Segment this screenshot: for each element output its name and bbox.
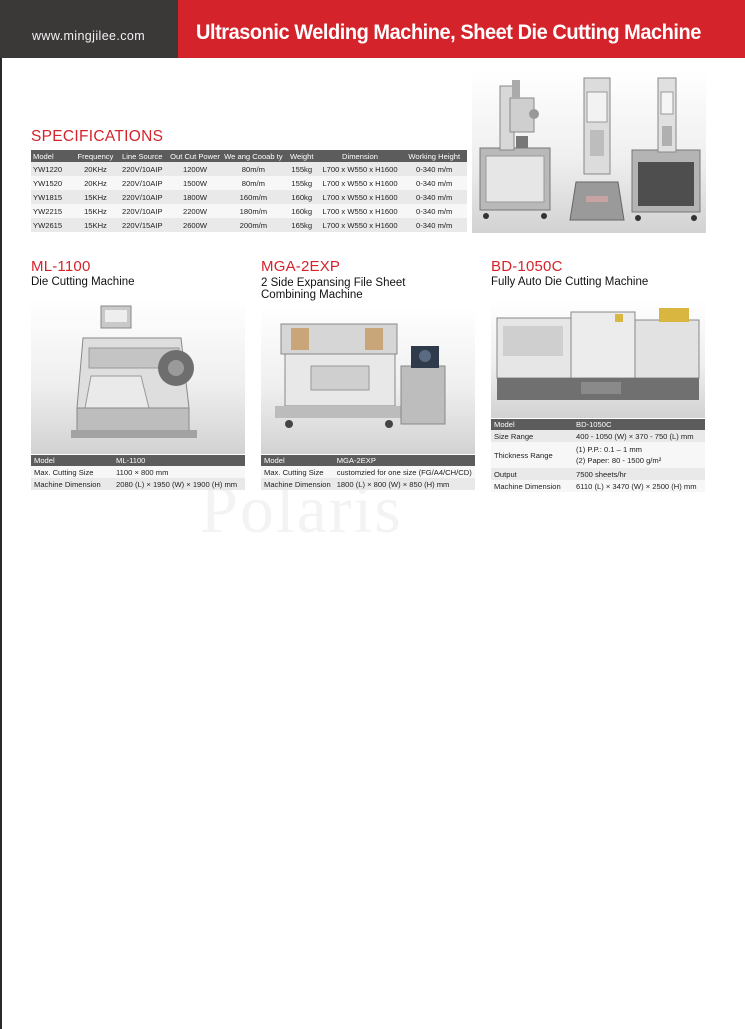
mga2exp-row-cutting-size xyxy=(261,466,475,478)
spec-cell: 160kg xyxy=(285,204,319,218)
spec-key: Machine Dimension xyxy=(31,478,113,490)
spec-cell: 0-340 m/m xyxy=(401,176,467,190)
spec-cell: 155kg xyxy=(285,176,319,190)
ml1100-row-dimension xyxy=(31,478,245,490)
spec-key: Machine Dimension xyxy=(491,480,573,492)
spec-cell: 180m/m xyxy=(222,204,285,218)
product-name-ml1100: Die Cutting Machine xyxy=(31,276,135,288)
fully-auto-die-cutting-machine-photo xyxy=(491,300,705,418)
spec-cell: YW2215 xyxy=(31,204,75,218)
spec-value: ML-1100 xyxy=(113,455,245,466)
ml1100-row-cutting-size xyxy=(31,466,245,478)
spec-cell: 80m/m xyxy=(222,176,285,190)
spec-cell: 165kg xyxy=(285,218,319,232)
spec-key: Model xyxy=(491,419,573,430)
spec-cell: 0-340 m/m xyxy=(401,190,467,204)
spec-cell: 15KHz xyxy=(75,190,117,204)
spec-value xyxy=(573,442,705,468)
spec-row xyxy=(31,162,467,176)
bd1050c-row-model xyxy=(491,419,705,430)
mga2exp-spec-table xyxy=(261,455,475,490)
die-cutting-machine-photo xyxy=(31,298,245,454)
spec-cell: 160m/m xyxy=(222,190,285,204)
spec-cell: YW1220 xyxy=(31,162,75,176)
spec-key: Machine Dimension xyxy=(261,478,334,490)
spec-value: 400 - 1050 (W) × 370 - 750 (L) mm xyxy=(573,430,705,442)
spec-row xyxy=(31,176,467,190)
ml1100-spec-table xyxy=(31,455,245,490)
spec-col-header: Frequency xyxy=(75,150,117,162)
spec-cell: 2600W xyxy=(168,218,222,232)
spec-cell: 2200W xyxy=(168,204,222,218)
spec-value: 1800 (L) × 800 (W) × 850 (H) mm xyxy=(334,478,475,490)
header-brand-bar xyxy=(0,0,178,58)
spec-col-header: We ang Cooab ty xyxy=(222,150,285,162)
bd1050c-spec-table xyxy=(491,419,705,492)
spec-cell: 15KHz xyxy=(75,204,117,218)
spec-value: customzied for one size (FG/A4/CH/CD) xyxy=(334,466,475,478)
spec-cell: 0-340 m/m xyxy=(401,218,467,232)
spec-row xyxy=(31,190,467,204)
spec-header-row xyxy=(31,150,467,162)
welding-machines-illustration xyxy=(472,70,706,233)
spec-key: Max. Cutting Size xyxy=(261,466,334,478)
spec-key: Thickness Range xyxy=(491,442,573,468)
thickness-pp-value: (1) P.P.: 0.1 – 1 mm xyxy=(576,445,642,454)
spec-cell: 220V/10AIP xyxy=(116,204,168,218)
spec-cell: 220V/10AIP xyxy=(116,190,168,204)
website-url[interactable]: www.mingjilee.com xyxy=(32,29,146,43)
spec-col-header: Out Cut Power xyxy=(170,151,220,161)
spec-cell: 220V/10AIP xyxy=(116,162,168,176)
spec-key: Model xyxy=(31,455,113,466)
spec-col-header: Dimension xyxy=(319,150,402,162)
spec-cell: 0-340 m/m xyxy=(401,204,467,218)
product-model-ml1100: ML-1100 xyxy=(31,258,91,275)
spec-cell: YW1815 xyxy=(31,190,75,204)
mga2exp-row-dimension xyxy=(261,478,475,490)
spec-key: Model xyxy=(261,455,334,466)
die-cutting-machine-illustration xyxy=(31,298,245,454)
spec-value: 6110 (L) × 3470 (W) × 2500 (H) mm xyxy=(573,480,705,492)
product-name-bd1050c: Fully Auto Die Cutting Machine xyxy=(491,276,649,288)
ultrasonic-welding-machines-photo xyxy=(472,70,706,233)
bd1050c-row-dimension xyxy=(491,480,705,492)
spec-cell: L700 x W550 x H1600 xyxy=(319,162,402,176)
spec-cell: YW2615 xyxy=(31,218,75,232)
product-model-mga2exp: MGA-2EXP xyxy=(261,258,341,275)
product-name-mga2exp: 2 Side Expansing File Sheet Combining Machine xyxy=(261,277,406,301)
spec-key: Max. Cutting Size xyxy=(31,466,113,478)
left-frame-line xyxy=(0,58,2,1029)
file-sheet-combining-machine-photo xyxy=(261,306,475,454)
spec-key: Size Range xyxy=(491,430,573,442)
spec-cell: 20KHz xyxy=(75,162,117,176)
spec-col-header: Weight xyxy=(285,150,319,162)
combining-machine-illustration xyxy=(261,306,475,454)
spec-cell: L700 x W550 x H1600 xyxy=(319,176,402,190)
ml1100-row-model xyxy=(31,455,245,466)
thickness-paper-value: (2) Paper: 80 - 1500 g/m² xyxy=(576,456,662,465)
spec-row xyxy=(31,204,467,218)
bd1050c-row-size-range xyxy=(491,430,705,442)
spec-cell: 220V/10AIP xyxy=(116,176,168,190)
mga2exp-row-model xyxy=(261,455,475,466)
spec-col-header: Model xyxy=(31,150,75,162)
specifications-heading: SPECIFICATIONS xyxy=(31,128,164,145)
spec-col-header: Line Source xyxy=(116,150,168,162)
spec-cell: 200m/m xyxy=(222,218,285,232)
spec-cell: L700 x W550 x H1600 xyxy=(319,218,402,232)
spec-key: Output xyxy=(491,468,573,480)
spec-cell: L700 x W550 x H1600 xyxy=(319,190,402,204)
spec-value: BD-1050C xyxy=(573,419,705,430)
spec-cell: 80m/m xyxy=(222,162,285,176)
spec-cell: 0-340 m/m xyxy=(401,162,467,176)
spec-cell: 1500W xyxy=(168,176,222,190)
product-model-bd1050c: BD-1050C xyxy=(491,258,563,275)
spec-cell: 155kg xyxy=(285,162,319,176)
spec-value: 2080 (L) × 1950 (W) × 1900 (H) mm xyxy=(113,478,245,490)
spec-cell: 160kg xyxy=(285,190,319,204)
spec-cell: 20KHz xyxy=(75,176,117,190)
spec-row xyxy=(31,218,467,232)
spec-value: 7500 sheets/hr xyxy=(573,468,705,480)
spec-cell: 1800W xyxy=(168,190,222,204)
auto-die-cutting-illustration xyxy=(491,300,705,418)
spec-col-header: Working Height xyxy=(401,150,467,162)
spec-cell: L700 x W550 x H1600 xyxy=(319,204,402,218)
header-title-bar xyxy=(178,0,745,58)
spec-cell: 1200W xyxy=(168,162,222,176)
bd1050c-row-output xyxy=(491,468,705,480)
spec-value: 1100 × 800 mm xyxy=(113,466,245,478)
page-title: Ultrasonic Welding Machine, Sheet Die Cutting Machine xyxy=(196,20,701,44)
spec-cell: 15KHz xyxy=(75,218,117,232)
spec-cell: YW1520 xyxy=(31,176,75,190)
bd1050c-row-thickness-range xyxy=(491,442,705,468)
specifications-table xyxy=(31,150,467,232)
spec-value: MGA-2EXP xyxy=(334,455,475,466)
spec-cell: 220V/15AIP xyxy=(116,218,168,232)
